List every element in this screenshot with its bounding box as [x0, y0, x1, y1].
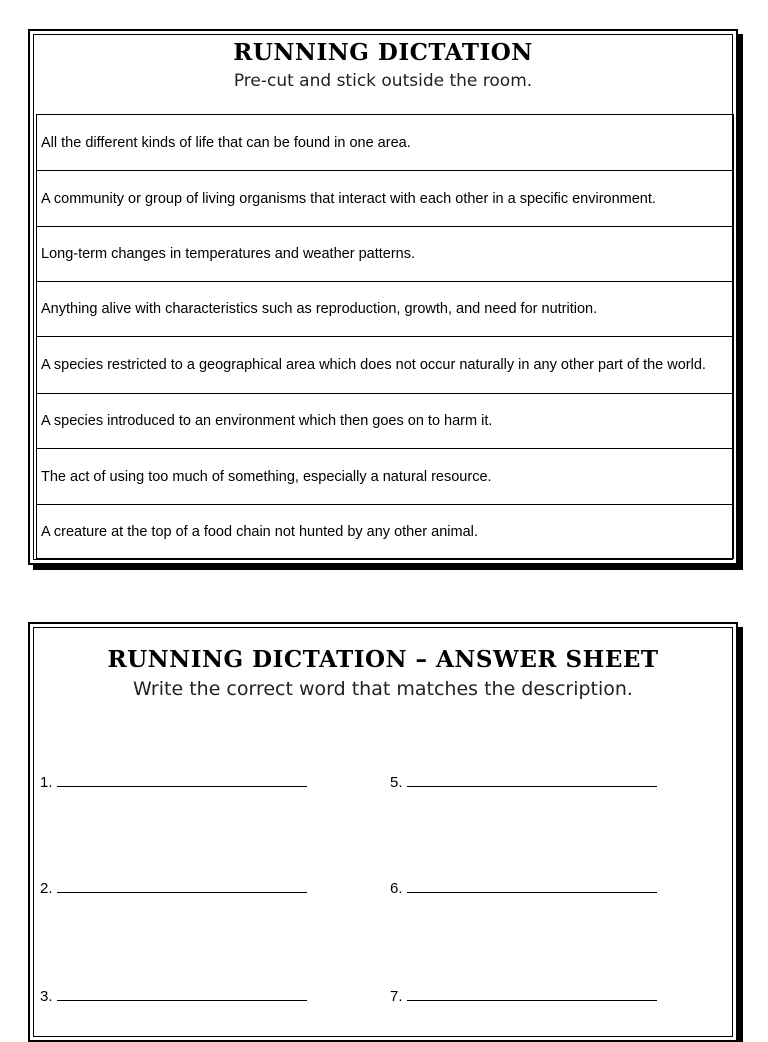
answer-blank-7[interactable] [390, 986, 657, 1005]
table-row [37, 115, 734, 171]
definition-cell: The act of using too much of something, especially a natural resource. [37, 449, 734, 505]
answer-sheet-subtitle: Write the correct word that matches the description. [133, 678, 633, 700]
table-row [37, 337, 734, 394]
answer-sheet-card [28, 622, 738, 1042]
answer-line[interactable] [407, 878, 657, 893]
answer-number: 5. [390, 774, 403, 791]
definition-cell: All the different kinds of life that can be found in one area. [37, 115, 734, 171]
dictation-subtitle: Pre-cut and stick outside the room. [233, 71, 533, 91]
definition-cell: A community or group of living organisms that interact with each other in a specific environment. [37, 171, 734, 227]
table-row [37, 282, 734, 337]
answer-blank-3[interactable] [40, 986, 307, 1005]
table-row [37, 227, 734, 282]
answer-number: 7. [390, 988, 403, 1005]
definition-cell: Long-term changes in temperatures and weather patterns. [37, 227, 734, 282]
table-row [37, 171, 734, 227]
definition-cell: Anything alive with characteristics such as reproduction, growth, and need for nutrition. [37, 282, 734, 337]
answer-blank-5[interactable] [390, 772, 657, 791]
definition-cell: A creature at the top of a food chain not hunted by any other animal. [37, 505, 734, 559]
answer-number: 2. [40, 880, 53, 897]
dictation-title: RUNNING DICTATION [233, 39, 533, 66]
answer-number: 3. [40, 988, 53, 1005]
definition-cell: A species restricted to a geographical area which does not occur naturally in any other part of the world. [37, 337, 734, 394]
table-row [37, 394, 734, 449]
answer-line[interactable] [407, 986, 657, 1001]
answer-line[interactable] [57, 772, 307, 787]
answer-line[interactable] [57, 986, 307, 1001]
answer-blank-6[interactable] [390, 878, 657, 897]
answer-number: 6. [390, 880, 403, 897]
answer-blank-1[interactable] [40, 772, 307, 791]
answer-blank-2[interactable] [40, 878, 307, 897]
answer-sheet-title: RUNNING DICTATION – ANSWER SHEET [107, 646, 659, 673]
answer-number: 1. [40, 774, 53, 791]
definitions-table [36, 114, 734, 559]
dictation-card [28, 29, 738, 565]
definition-cell: A species introduced to an environment which then goes on to harm it. [37, 394, 734, 449]
table-row [37, 449, 734, 505]
answer-line[interactable] [407, 772, 657, 787]
answer-line[interactable] [57, 878, 307, 893]
table-row [37, 505, 734, 559]
